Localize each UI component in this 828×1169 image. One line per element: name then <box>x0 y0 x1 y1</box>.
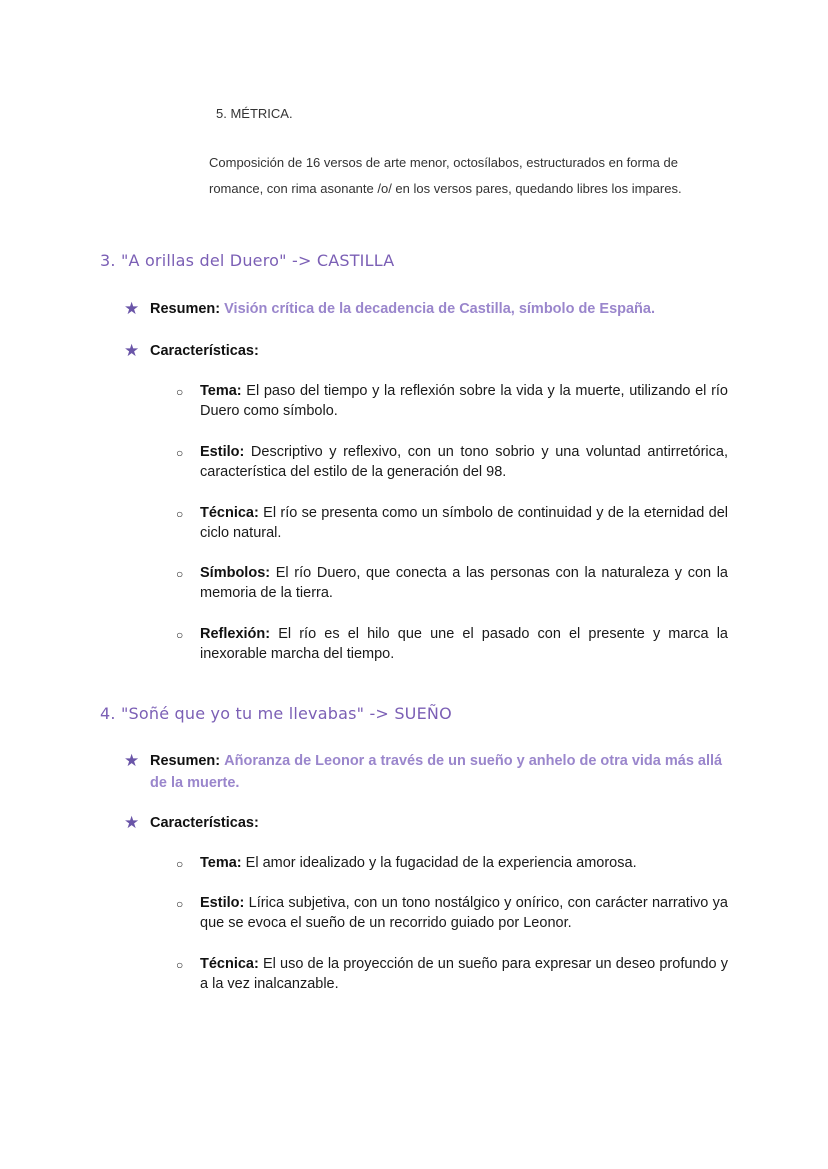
item-label: Estilo: <box>200 444 245 460</box>
metrica-text: Composición de 16 versos de arte menor, octosílabos, estructurados en forma de romance, con rima asonante /o/ en los versos pares, quedando libres los impares. <box>209 155 682 196</box>
star-icon: ★ <box>124 751 140 770</box>
item-text: El amor idealizado y la fugacidad de la experiencia amorosa. <box>245 855 637 871</box>
item-label: Símbolos: <box>200 565 271 581</box>
list-item <box>176 442 728 482</box>
resumen-text: Añoranza de Leonor a través de un sueño y anhelo de otra vida más allá de la muerte. <box>150 753 723 791</box>
list-item <box>176 853 728 874</box>
resumen-row <box>124 298 728 320</box>
item-text: El río Duero, que conecta a las personas con la naturaleza y con la memoria de la tierra. <box>200 565 728 601</box>
item-label: Tema: <box>200 383 242 399</box>
circle-bullet-icon: ○ <box>176 628 184 642</box>
list-item <box>176 381 728 421</box>
caracteristicas-row <box>124 812 259 834</box>
circle-bullet-icon: ○ <box>176 897 184 911</box>
caracteristicas-row <box>124 340 259 362</box>
circle-bullet-icon: ○ <box>176 958 184 972</box>
resumen-label: Resumen: <box>150 301 221 317</box>
circle-bullet-icon: ○ <box>176 385 184 399</box>
star-icon: ★ <box>124 341 140 360</box>
circle-bullet-icon: ○ <box>176 567 184 581</box>
item-label: Técnica: <box>200 956 259 972</box>
list-item <box>176 503 728 543</box>
resumen-label: Resumen: <box>150 753 221 769</box>
list-item <box>176 563 728 603</box>
item-text: Lírica subjetiva, con un tono nostálgico y onírico, con carácter narrativo ya que se evoca el sueño de un recorrido guiado por Leonor. <box>200 895 728 931</box>
star-icon: ★ <box>124 299 140 318</box>
star-icon: ★ <box>124 813 140 832</box>
item-text: El río se presenta como un símbolo de continuidad y de la eternidad del ciclo natural. <box>200 505 729 541</box>
item-text: El río es el hilo que une el pasado con el presente y marca la inexorable marcha del tiempo. <box>200 626 728 662</box>
circle-bullet-icon: ○ <box>176 507 184 521</box>
circle-bullet-icon: ○ <box>176 857 184 871</box>
item-text: El paso del tiempo y la reflexión sobre la vida y la muerte, utilizando el río Duero como símbolo. <box>200 383 728 419</box>
caracteristicas-label: Características: <box>150 815 259 831</box>
list-item <box>176 954 728 994</box>
caracteristicas-label: Características: <box>150 343 259 359</box>
item-label: Estilo: <box>200 895 245 911</box>
section-title: 4. "Soñé que yo tu me llevabas" -> SUEÑO <box>100 704 452 723</box>
list-item <box>176 893 728 933</box>
resumen-row <box>124 750 728 794</box>
circle-bullet-icon: ○ <box>176 446 184 460</box>
item-text: Descriptivo y reflexivo, con un tono sobrio y una voluntad antirretórica, característica del estilo de la generación del 98. <box>200 444 729 480</box>
item-text: El uso de la proyección de un sueño para expresar un deseo profundo y a la vez inalcanzable. <box>200 956 728 992</box>
item-label: Técnica: <box>200 505 259 521</box>
item-label: Reflexión: <box>200 626 271 642</box>
resumen-text: Visión crítica de la decadencia de Castilla, símbolo de España. <box>224 301 656 317</box>
section-title: 3. "A orillas del Duero" -> CASTILLA <box>100 251 395 270</box>
list-item <box>176 624 728 664</box>
item-label: Tema: <box>200 855 242 871</box>
metrica-title: 5. MÉTRICA. <box>216 106 293 121</box>
